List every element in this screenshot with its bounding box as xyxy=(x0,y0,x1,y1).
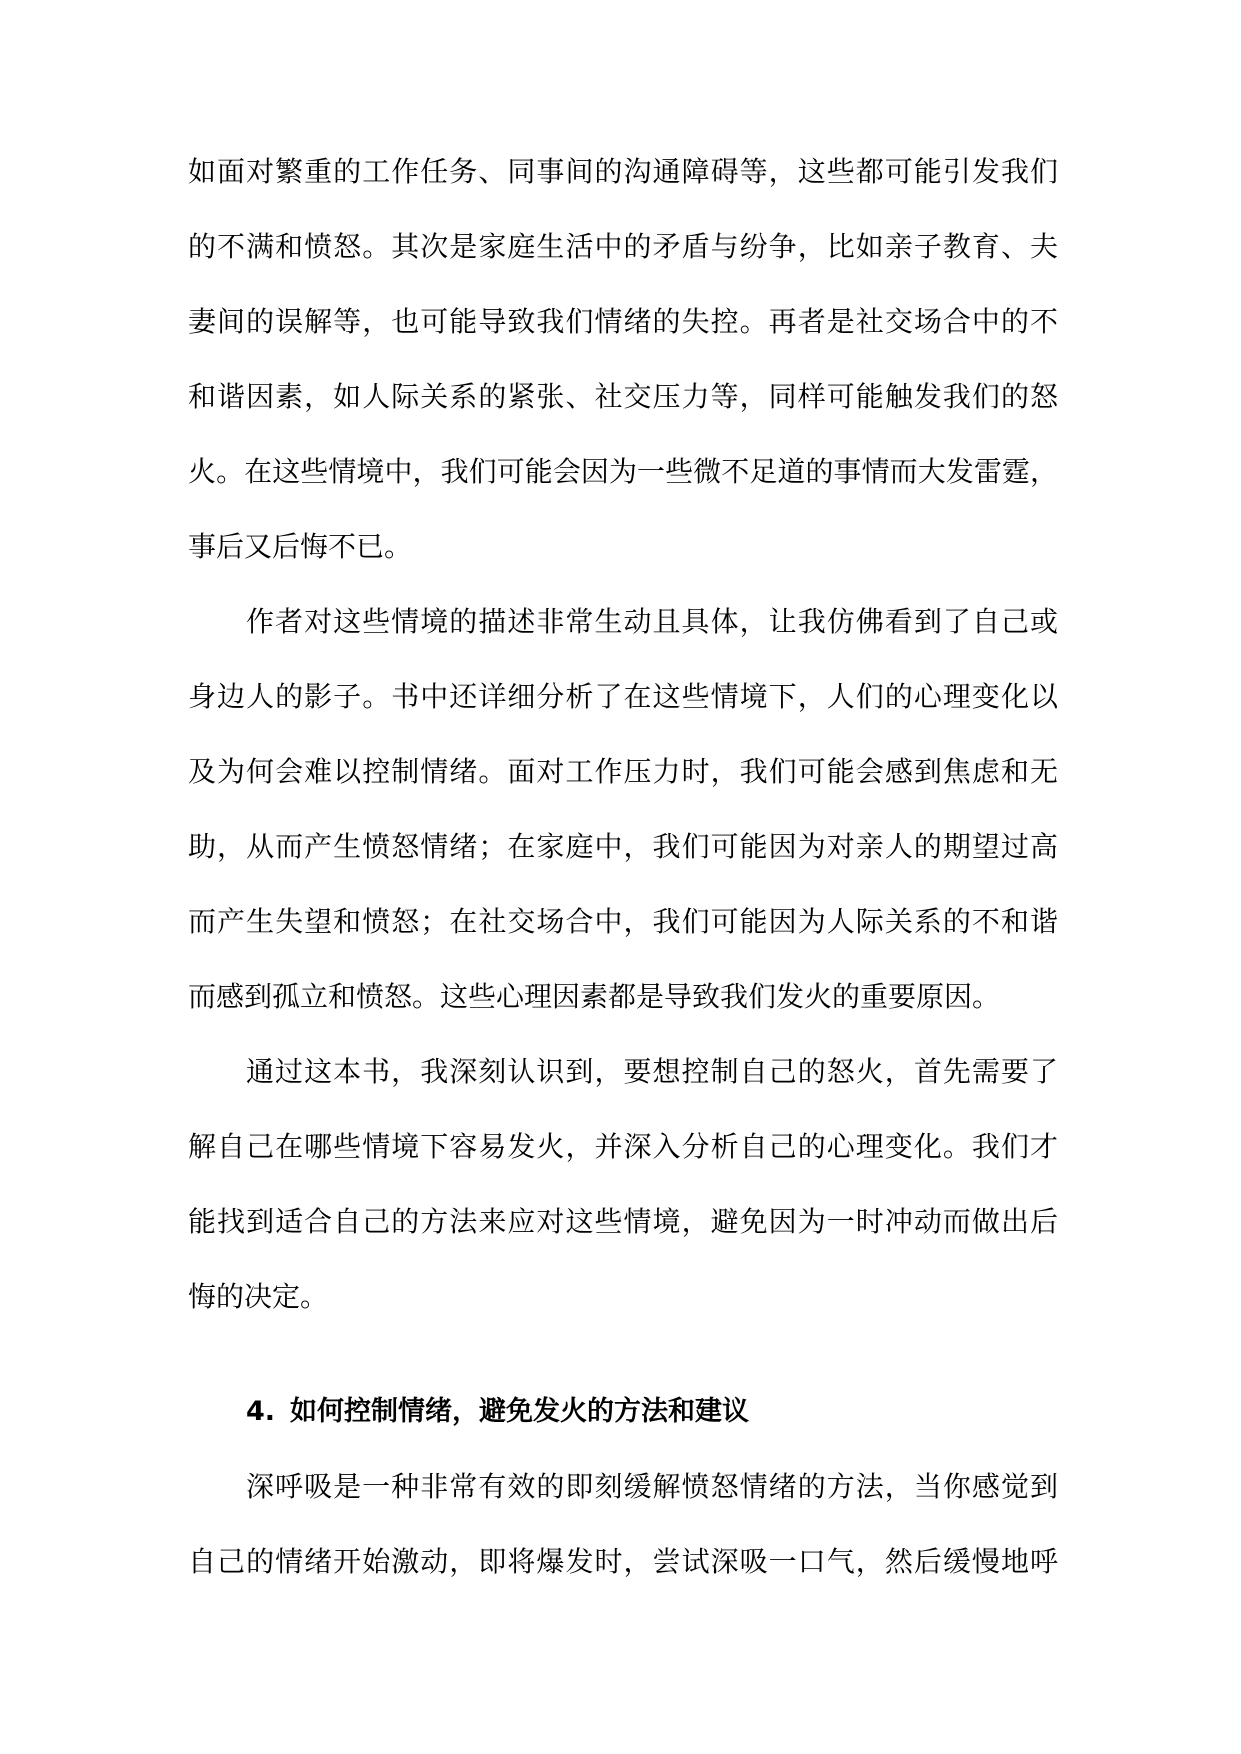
text-line: 解自己在哪些情境下容易发火，并深入分析自己的心理变化。我们才 xyxy=(188,1130,1058,1163)
text-line: 作者对这些情境的描述非常生动且具体，让我仿佛看到了自己或 xyxy=(246,605,1058,638)
section-heading xyxy=(246,1392,749,1432)
text-line: 悔的决定。 xyxy=(188,1280,329,1313)
section-number: 4. xyxy=(246,1396,276,1427)
text-line: 而感到孤立和愤怒。这些心理因素都是导致我们发火的重要原因。 xyxy=(188,980,1001,1013)
text-line: 自己的情绪开始激动，即将爆发时，尝试深吸一口气，然后缓慢地呼 xyxy=(188,1545,1058,1578)
text-line: 通过这本书，我深刻认识到，要想控制自己的怒火，首先需要了 xyxy=(246,1055,1058,1088)
text-line: 如面对繁重的工作任务、同事间的沟通障碍等，这些都可能引发我们 xyxy=(188,155,1058,188)
text-line: 助，从而产生愤怒情绪；在家庭中，我们可能因为对亲人的期望过高 xyxy=(188,830,1058,863)
text-line: 妻间的误解等，也可能导致我们情绪的失控。再者是社交场合中的不 xyxy=(188,305,1058,338)
text-line: 和谐因素，如人际关系的紧张、社交压力等，同样可能触发我们的怒 xyxy=(188,380,1058,413)
text-line: 身边人的影子。书中还详细分析了在这些情境下，人们的心理变化以 xyxy=(188,680,1058,713)
text-line: 而产生失望和愤怒；在社交场合中，我们可能因为人际关系的不和谐 xyxy=(188,905,1058,938)
text-line: 深呼吸是一种非常有效的即刻缓解愤怒情绪的方法，当你感觉到 xyxy=(246,1470,1058,1503)
text-line: 及为何会难以控制情绪。面对工作压力时，我们可能会感到焦虑和无 xyxy=(188,755,1058,788)
section-title: 如何控制情绪，避免发火的方法和建议 xyxy=(290,1396,749,1427)
text-line: 能找到适合自己的方法来应对这些情境，避免因为一时冲动而做出后 xyxy=(188,1205,1058,1238)
text-line: 火。在这些情境中，我们可能会因为一些微不足道的事情而大发雷霆， xyxy=(188,455,1058,488)
text-line: 事后又后悔不已。 xyxy=(188,530,413,563)
text-line: 的不满和愤怒。其次是家庭生活中的矛盾与纷争，比如亲子教育、夫 xyxy=(188,230,1058,263)
